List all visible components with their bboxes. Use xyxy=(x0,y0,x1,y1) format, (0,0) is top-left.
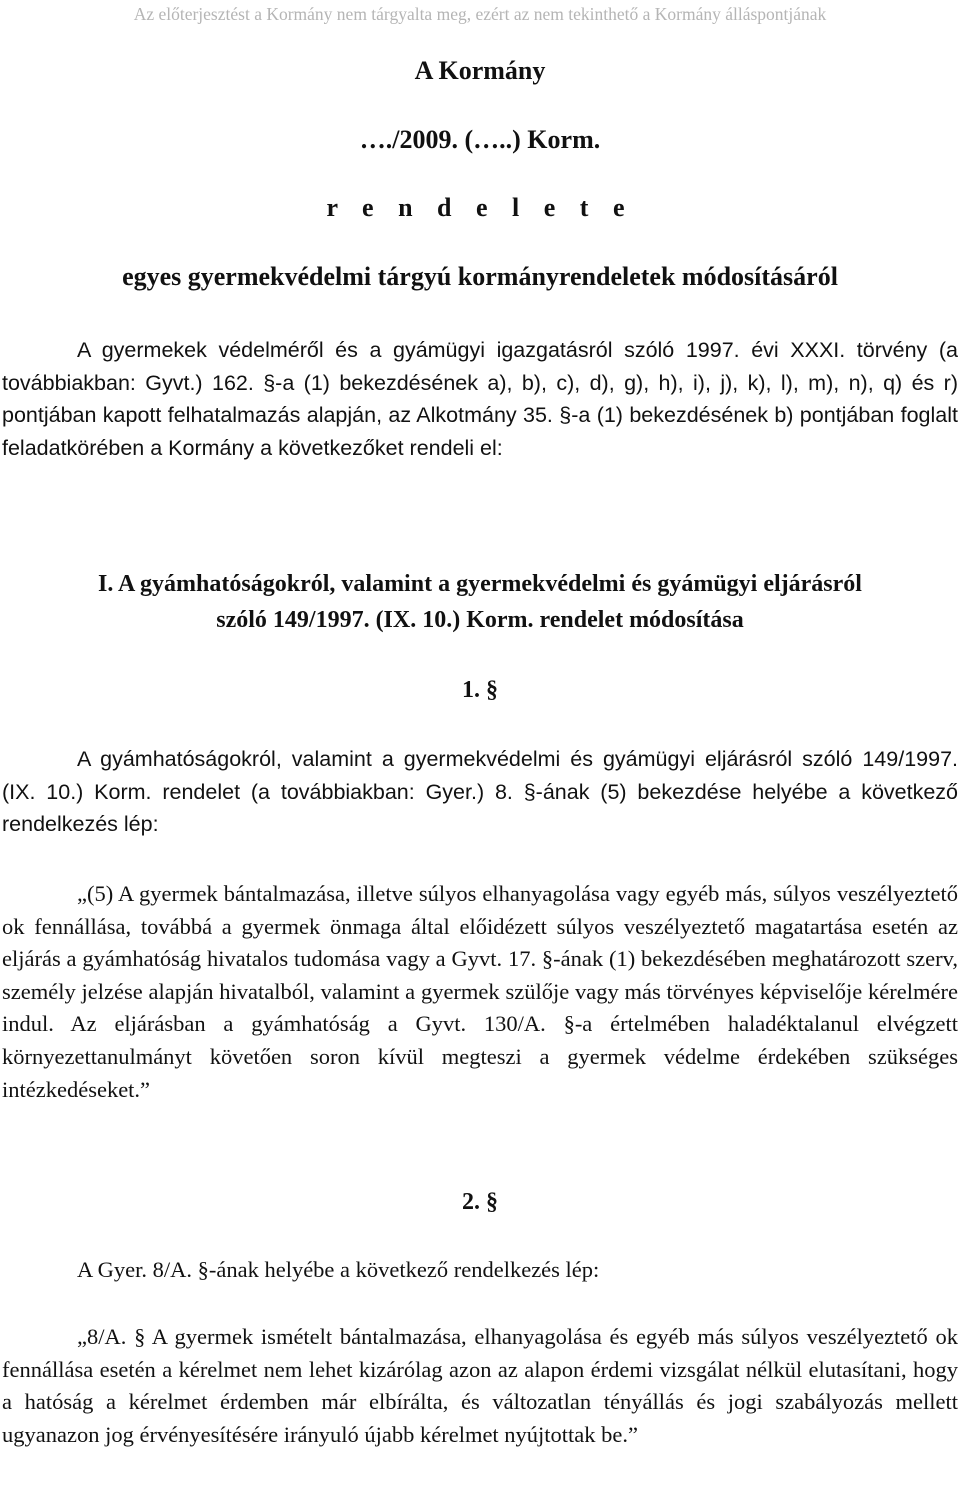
paragraph-1-quote xyxy=(2,878,958,1106)
paragraph-number-2: 2. § xyxy=(462,1189,498,1215)
section-heading-line2: szóló 149/1997. (IX. 10.) Korm. rendelet módosítása xyxy=(216,607,744,633)
paragraph-2-quote-text: „8/A. § A gyermek ismételt bántalmazása, elhanyagolása és egyéb más súlyos veszélyeztető ok fennállása esetén a kérelmet nem lehet kizárólag azon az alapon érdemi vizsgálat nélkül elutasítani, hogy a hatóság a kérelmet érdemben már elbírálta, és változatlan tényállás és jogi szabályozás mellett ugyanazon jog érvényesítésére irányuló újabb kérelmet nyújtottak be.” xyxy=(2,1324,958,1447)
decree-type: r e n d e l e t e xyxy=(326,193,634,222)
preamble xyxy=(2,334,958,464)
paragraph-2-quote xyxy=(2,1321,958,1451)
paragraph-2-intro-text: A Gyer. 8/A. §-ának helyébe a következő rendelkezés lép: xyxy=(77,1257,600,1282)
paragraph-1-intro xyxy=(2,743,958,841)
paragraph-1-quote-text: „(5) A gyermek bántalmazása, illetve súlyos elhanyagolása vagy egyéb más, súlyos veszélyeztető ok fennállása, továbbá a gyermek önmaga által előidézett súlyos veszélyeztető magatartása esetén az eljárás a gyámhatóság hivatalos tudomása vagy a Gyvt. 17. §-ának (1) bekezdésében meghatározott szerv, személy jelzése alapján hivatalból, valamint a gyermek szülője vagy más törvényes képviselője kérelmére indul. Az eljárásban a gyámhatóság a Gyvt. 130/A. §-a értelmében haladéktalanul elvégzett környezettanulmányt követően soron kívül megteszi a gyermek védelme érdekében szükséges intézkedéseket.” xyxy=(2,881,958,1102)
paragraph-2-intro xyxy=(2,1254,958,1287)
section-heading xyxy=(0,566,960,638)
decree-subject: egyes gyermekvédelmi tárgyú kormányrendeletek módosításáról xyxy=(122,262,838,291)
issuer-title: A Kormány xyxy=(414,56,546,85)
preamble-text: A gyermekek védelméről és a gyámügyi igazgatásról szóló 1997. évi XXXI. törvény (a továbbiakban: Gyvt.) 162. §-a (1) bekezdésének a), b), c), d), g), h), i), j), k), l), m), n), q) és r) pontjában kapott felhatalmazás alapján, az Alkotmány 35. §-a (1) bekezdésének b) pontjában foglalt feladatkörében a Kormány a következőket rendeli el: xyxy=(2,338,958,460)
decree-number: …./2009. (…..) Korm. xyxy=(359,125,601,154)
paragraph-number-1: 1. § xyxy=(462,677,498,703)
disclaimer-banner: Az előterjesztést a Kormány nem tárgyalta meg, ezért az nem tekinthető a Kormány álláspontjának xyxy=(133,4,827,24)
paragraph-1-intro-text: A gyámhatóságokról, valamint a gyermekvédelmi és gyámügyi eljárásról szóló 149/1997. (IX. 10.) Korm. rendelet (a továbbiakban: Gyer.) 8. §-ának (5) bekezdése helyébe a következő rendelkezés lép: xyxy=(2,747,958,837)
section-heading-line1: I. A gyámhatóságokról, valamint a gyermekvédelmi és gyámügyi eljárásról xyxy=(98,571,862,597)
